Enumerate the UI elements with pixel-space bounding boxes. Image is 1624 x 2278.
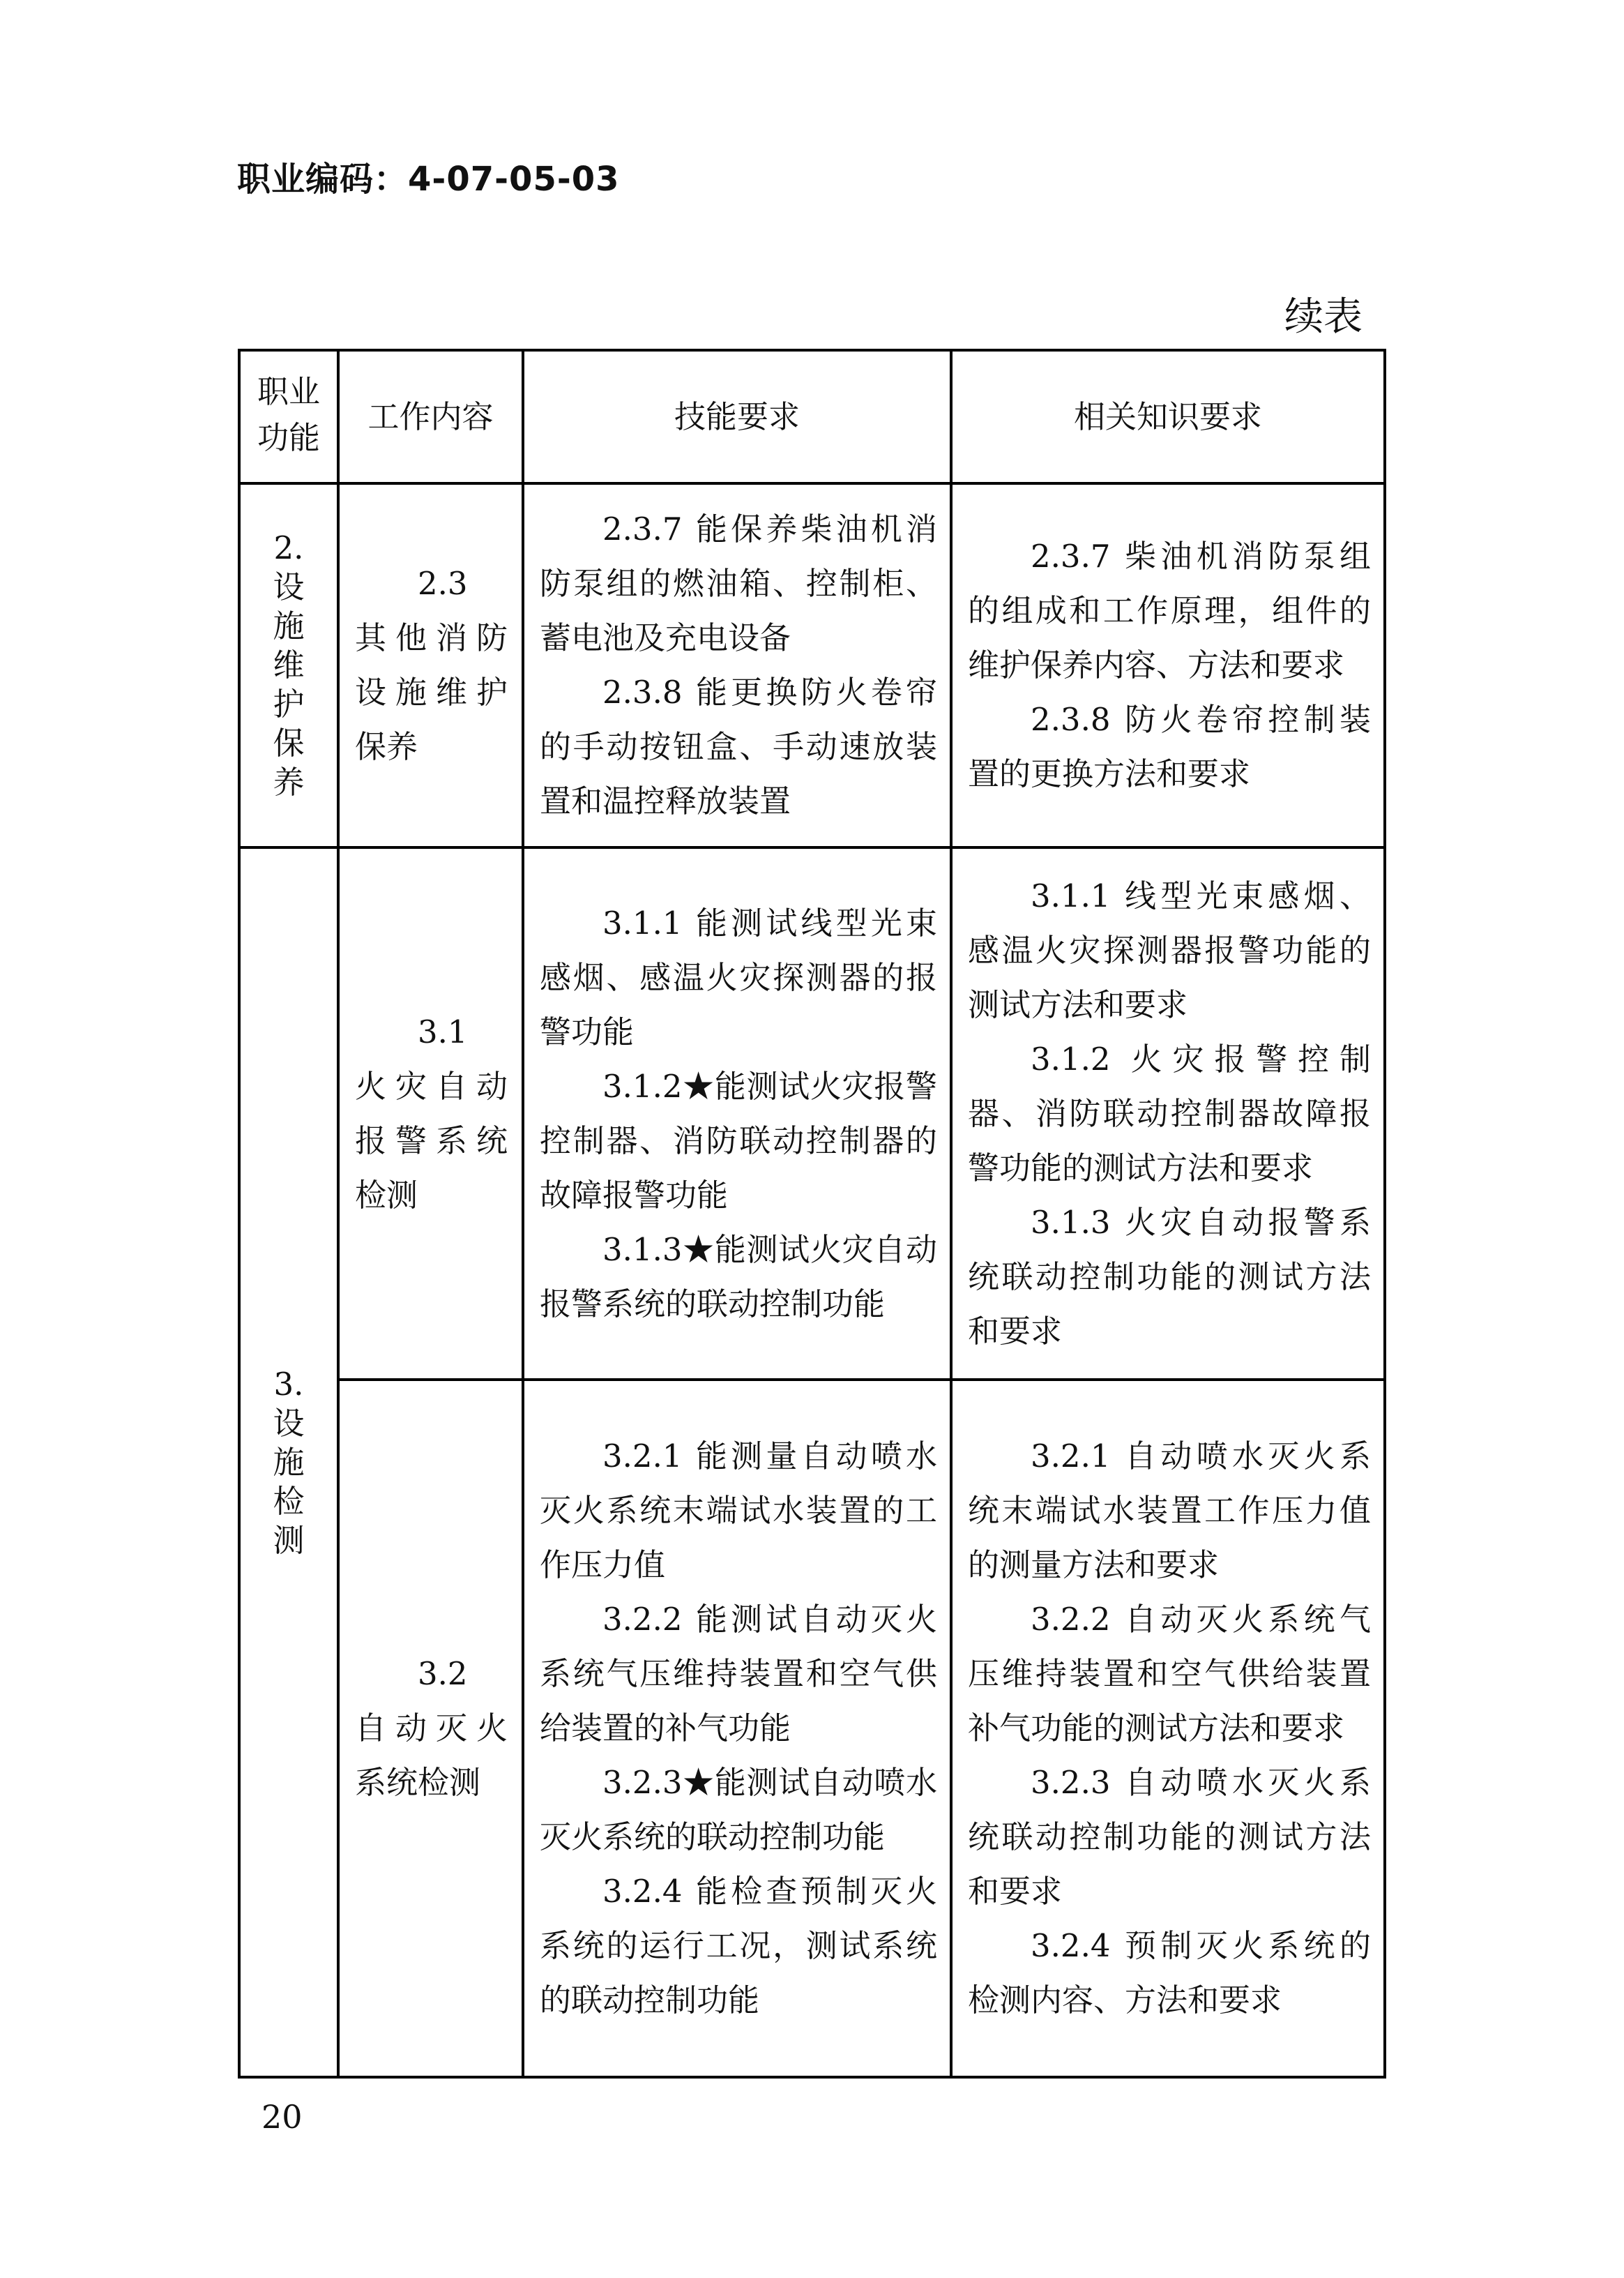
skill-item: 3.2.3★能测试自动喷水灭火系统的联动控制功能	[540, 1764, 937, 1855]
skill-cell	[523, 1380, 951, 2077]
table-row	[239, 847, 1385, 1380]
knowledge-item: 3.1.3 火灾自动报警系统联动控制功能的测试方法和要求	[968, 1203, 1371, 1350]
table-row	[239, 1380, 1385, 2077]
knowledge-cell	[951, 847, 1385, 1380]
skill-item: 3.2.2 能测试自动灭火系统气压维持装置和空气供给装置的补气功能	[540, 1601, 937, 1747]
knowledge-item: 2.3.8 防火卷帘控制装置的更换方法和要求	[968, 701, 1371, 792]
work-content-cell: 3.1 火灾自动报警系统检测	[338, 847, 523, 1380]
occupation-function-2: 2. 设 施 维 护 保 养	[239, 483, 338, 847]
knowledge-cell	[951, 483, 1385, 847]
knowledge-item: 3.2.3 自动喷水灭火系统联动控制功能的测试方法和要求	[968, 1764, 1371, 1910]
skill-item: 3.2.1 能测量自动喷水灭火系统末端试水装置的工作压力值	[540, 1438, 937, 1583]
header-occupation-function: 职业 功能	[239, 350, 338, 483]
skill-item: 2.3.8 能更换防火卷帘的手动按钮盒、手动速放装置和温控释放装置	[540, 674, 937, 820]
table-header-row	[239, 350, 1385, 483]
knowledge-item: 3.2.1 自动喷水灭火系统末端试水装置工作压力值的测量方法和要求	[968, 1438, 1371, 1583]
skill-item: 3.1.2★能测试火灾报警控制器、消防联动控制器的故障报警功能	[540, 1067, 937, 1214]
header-work-content: 工作内容	[338, 350, 523, 483]
work-content-cell: 3.2 自动灭火系统检测	[338, 1380, 523, 2077]
work-content-cell: 2.3 其他消防设施维护保养	[338, 483, 523, 847]
header-skill-requirements: 技能要求	[523, 350, 951, 483]
knowledge-item: 2.3.7 柴油机消防泵组的组成和工作原理，组件的维护保养内容、方法和要求	[968, 538, 1371, 684]
knowledge-item: 3.1.1 线型光束感烟、感温火灾探测器报警功能的测试方法和要求	[968, 877, 1371, 1023]
skill-cell	[523, 483, 951, 847]
table-row	[239, 483, 1385, 847]
header-knowledge-requirements: 相关知识要求	[951, 350, 1385, 483]
knowledge-cell	[951, 1380, 1385, 2077]
knowledge-item: 3.2.4 预制灭火系统的检测内容、方法和要求	[968, 1927, 1371, 2019]
knowledge-item: 3.1.2 火灾报警控制器、消防联动控制器故障报警功能的测试方法和要求	[968, 1040, 1371, 1186]
knowledge-item: 3.2.2 自动灭火系统气压维持装置和空气供给装置补气功能的测试方法和要求	[968, 1601, 1371, 1747]
skill-item: 3.2.4 能检查预制灭火系统的运行工况，测试系统的联动控制功能	[540, 1873, 937, 2019]
skill-cell	[523, 847, 951, 1380]
continued-label: 续表	[1284, 294, 1363, 340]
skill-item: 3.1.1 能测试线型光束感烟、感温火灾探测器的报警功能	[540, 904, 937, 1050]
skill-item: 2.3.7 能保养柴油机消防泵组的燃油箱、控制柜、蓄电池及充电设备	[540, 511, 937, 656]
occupation-function-3: 3. 设 施 检 测	[239, 847, 338, 2077]
skill-item: 3.1.3★能测试火灾自动报警系统的联动控制功能	[540, 1230, 937, 1322]
standards-table	[238, 349, 1386, 2079]
occupation-code: 职业编码：4-07-05-03	[237, 160, 620, 199]
page-number: 20	[261, 2098, 303, 2136]
